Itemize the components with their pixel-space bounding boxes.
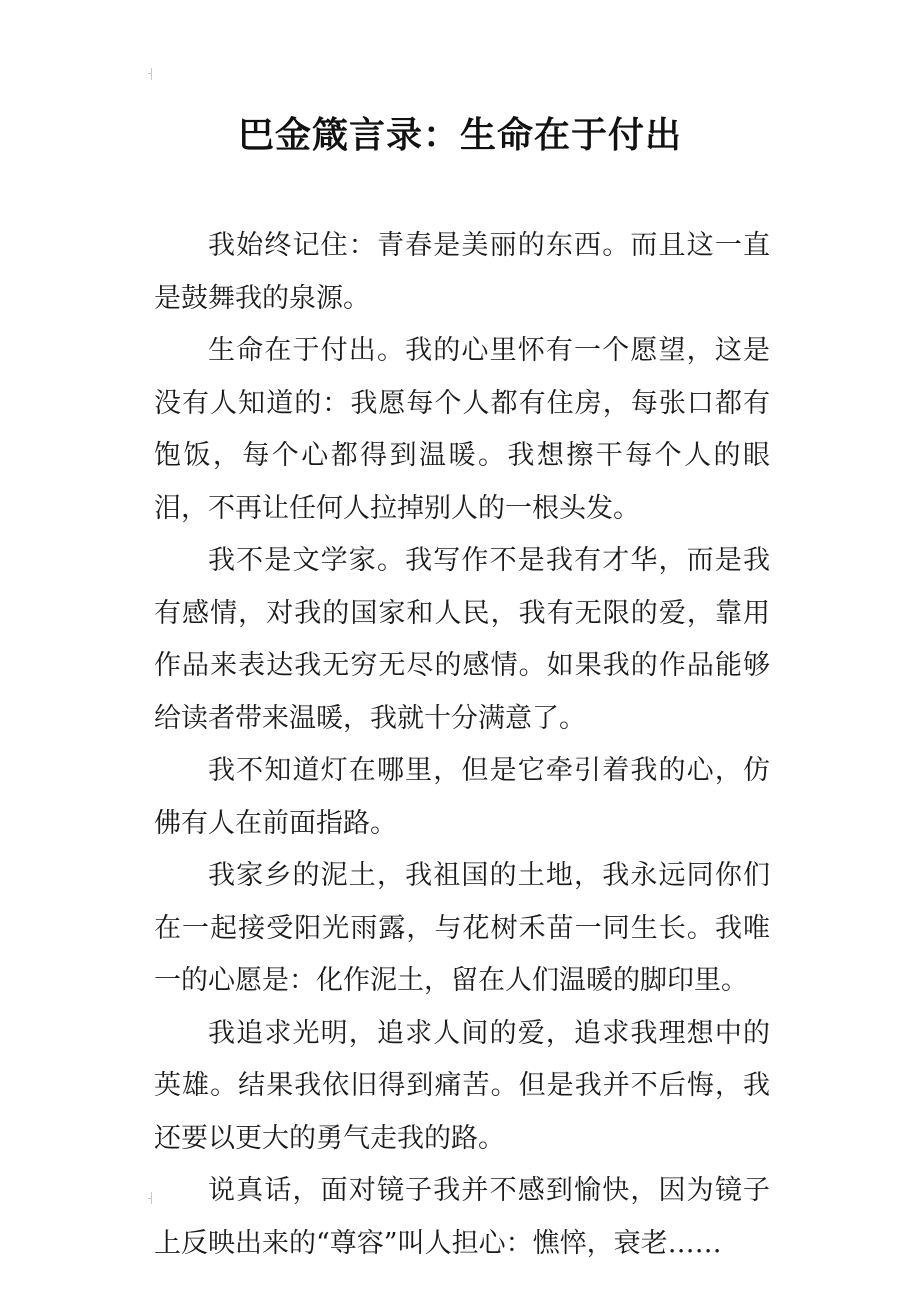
- document-title: 巴金箴言录：生命在于付出: [237, 115, 682, 156]
- crop-mark-bottom: [148, 1192, 156, 1204]
- paragraph: 我追求光明，追求人间的爱，追求我理想中的英雄。结果我依旧得到痛苦。但是我并不后悔，我还要以更大的勇气走我的路。: [154, 1017, 770, 1154]
- crop-mark-top: [148, 68, 156, 80]
- paragraph: 我始终记住：青春是美丽的东西。而且这一直是鼓舞我的泉源。: [154, 230, 770, 314]
- paragraph: 我不是文学家。我写作不是我有才华，而是我有感情，对我的国家和人民，我有无限的爱，靠用作品来表达我无穷无尽的感情。如果我的作品能够给读者带来温暖，我就十分满意了。: [154, 545, 770, 734]
- document-body: [154, 220, 770, 1270]
- paragraph: 我不知道灯在哪里，但是它牵引着我的心，仿佛有人在前面指路。: [154, 755, 770, 839]
- paragraph: 我家乡的泥土，我祖国的土地，我永远同你们在一起接受阳光雨露，与花树禾苗一同生长。我唯一的心愿是：化作泥土，留在人们温暖的脚印里。: [154, 860, 770, 996]
- paragraph: 生命在于付出。我的心里怀有一个愿望，这是没有人知道的：我愿每个人都有住房，每张口都有饱饭，每个心都得到温暖。我想擦干每个人的眼泪，不再让任何人拉掉别人的一根头发。: [154, 335, 770, 524]
- paragraph: 说真话，面对镜子我并不感到愉快，因为镜子上反映出来的“尊容”叫人担心：憔悴，衰老……: [154, 1175, 770, 1259]
